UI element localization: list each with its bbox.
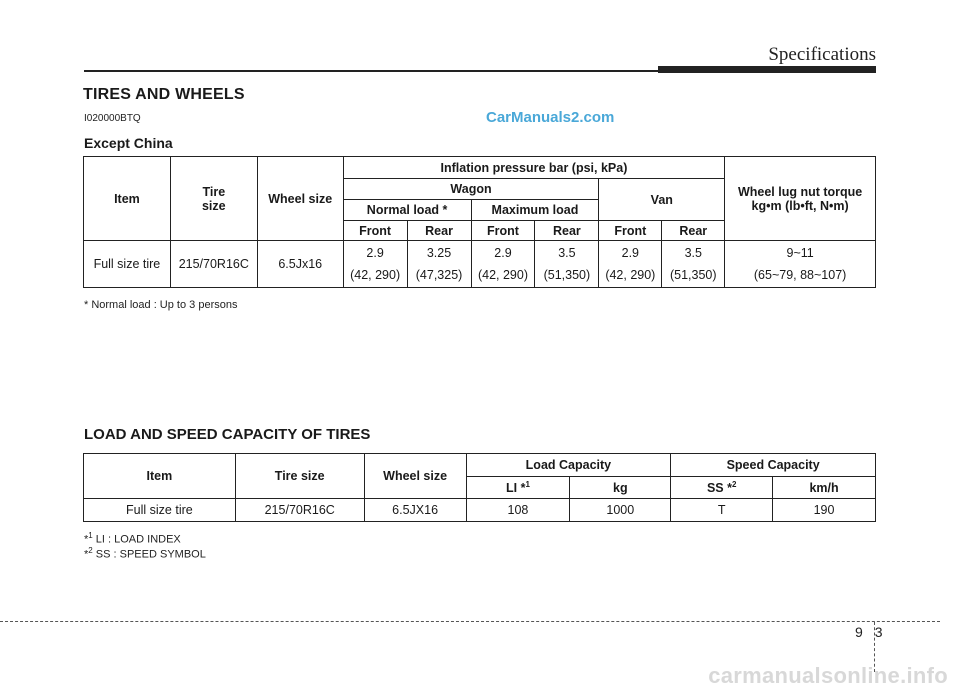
header-kg: kg — [570, 477, 671, 499]
pressure-psi-kpa: (51,350) — [543, 268, 591, 282]
header-front: Front — [599, 221, 662, 241]
header-torque-line1: Wheel lug nut torque — [737, 184, 863, 199]
cell-wheel-size: 6.5Jx16 — [257, 241, 343, 288]
pressure-bar: 2.9 — [494, 246, 512, 260]
cell-tire-size: 215/70R16C — [170, 241, 257, 288]
page-chapter: 9 — [855, 624, 863, 640]
torque-lbft-nm: (65~79, 88~107) — [753, 268, 847, 282]
table-row — [84, 241, 876, 288]
header-item: Item — [84, 157, 171, 241]
ss-note-sup: 2 — [88, 546, 93, 555]
except-china-subtitle: Except China — [84, 135, 173, 151]
header-rear: Rear — [407, 221, 471, 241]
cell-kg: 1000 — [570, 499, 671, 522]
cell-item: Full size tire — [84, 499, 236, 522]
load-speed-table — [83, 453, 876, 522]
li-note — [84, 531, 181, 546]
ss-note-mark: * — [84, 548, 89, 561]
li-note-text: LI : LOAD INDEX — [92, 533, 181, 546]
header-tire-size-line1: Tire — [202, 184, 226, 199]
cell-item: Full size tire — [84, 241, 171, 288]
cell-wheel-size: 6.5JX16 — [364, 499, 466, 522]
header-tire-size: Tire size — [235, 454, 364, 499]
header-torque — [725, 157, 876, 241]
header-wheel-size: Wheel size — [257, 157, 343, 241]
page-number — [855, 624, 883, 640]
header-rear: Rear — [535, 221, 599, 241]
header-tire-size-line2: size — [201, 198, 226, 213]
pressure-psi-kpa: (47,325) — [415, 268, 463, 282]
footer-rule — [0, 621, 940, 622]
header-normal-load: Normal load * — [343, 200, 471, 221]
section-code: I020000BTQ — [84, 113, 141, 124]
header-rear: Rear — [662, 221, 725, 241]
tires-wheels-table — [83, 156, 876, 288]
pressure-psi-kpa: (51,350) — [669, 268, 717, 282]
torque-kgm: 9~11 — [786, 246, 814, 260]
pressure-psi-kpa: (42, 290) — [605, 268, 656, 282]
header-li-sup: 1 — [525, 479, 530, 489]
cell-torque — [725, 241, 876, 288]
header-tire-size — [170, 157, 257, 241]
header-ss-sup: 2 — [731, 479, 737, 489]
header-van: Van — [599, 179, 725, 221]
header-load-capacity: Load Capacity — [466, 454, 671, 477]
header-wagon: Wagon — [343, 179, 599, 200]
pressure-psi-kpa: (42, 290) — [350, 268, 401, 282]
header-speed-capacity: Speed Capacity — [671, 454, 876, 477]
header-front: Front — [471, 221, 535, 241]
li-note-mark: * — [84, 533, 89, 546]
header-li — [466, 477, 570, 499]
pressure-bar: 3.5 — [684, 246, 702, 260]
ss-note — [84, 546, 206, 561]
tires-wheels-title: TIRES AND WHEELS — [83, 86, 245, 103]
cell-kmh: 190 — [773, 499, 876, 522]
header-li-text: LI * — [506, 481, 526, 496]
pressure-bar: 2.9 — [621, 246, 640, 260]
watermark-link[interactable]: CarManuals2.com — [486, 109, 615, 126]
ss-note-text: SS : SPEED SYMBOL — [92, 548, 206, 561]
cell-pressure — [535, 241, 599, 288]
header-front: Front — [343, 221, 407, 241]
cell-tire-size: 215/70R16C — [235, 499, 364, 522]
normal-load-note: * Normal load : Up to 3 persons — [84, 299, 238, 311]
header-ss — [671, 477, 773, 499]
pressure-bar: 3.5 — [558, 246, 576, 260]
header-max-load: Maximum load — [471, 200, 599, 221]
header-inflation: Inflation pressure bar (psi, kPa) — [343, 157, 725, 179]
pressure-bar: 2.9 — [366, 246, 384, 260]
cell-pressure — [599, 241, 662, 288]
header-kmh: km/h — [773, 477, 876, 499]
pressure-psi-kpa: (42, 290) — [477, 268, 528, 282]
cell-li: 108 — [466, 499, 570, 522]
page-index: 3 — [874, 624, 883, 640]
header-rule — [84, 70, 662, 72]
section-title: Specifications — [768, 44, 876, 65]
pressure-bar: 3.25 — [426, 246, 452, 260]
header-wheel-size: Wheel size — [364, 454, 466, 499]
header-item: Item — [84, 454, 236, 499]
li-note-sup: 1 — [88, 531, 93, 540]
load-speed-title: LOAD AND SPEED CAPACITY OF TIRES — [84, 426, 371, 443]
cell-pressure — [471, 241, 535, 288]
cell-pressure — [662, 241, 725, 288]
header-torque-line2: kg•m (lb•ft, N•m) — [751, 198, 849, 213]
cell-pressure — [407, 241, 471, 288]
cell-pressure — [343, 241, 407, 288]
header-rule-thick — [658, 66, 876, 73]
footer-watermark[interactable]: carmanualsonline.info — [708, 663, 948, 688]
header-ss-text: SS * — [706, 481, 732, 496]
cell-ss: T — [671, 499, 773, 522]
table-row — [84, 499, 876, 522]
